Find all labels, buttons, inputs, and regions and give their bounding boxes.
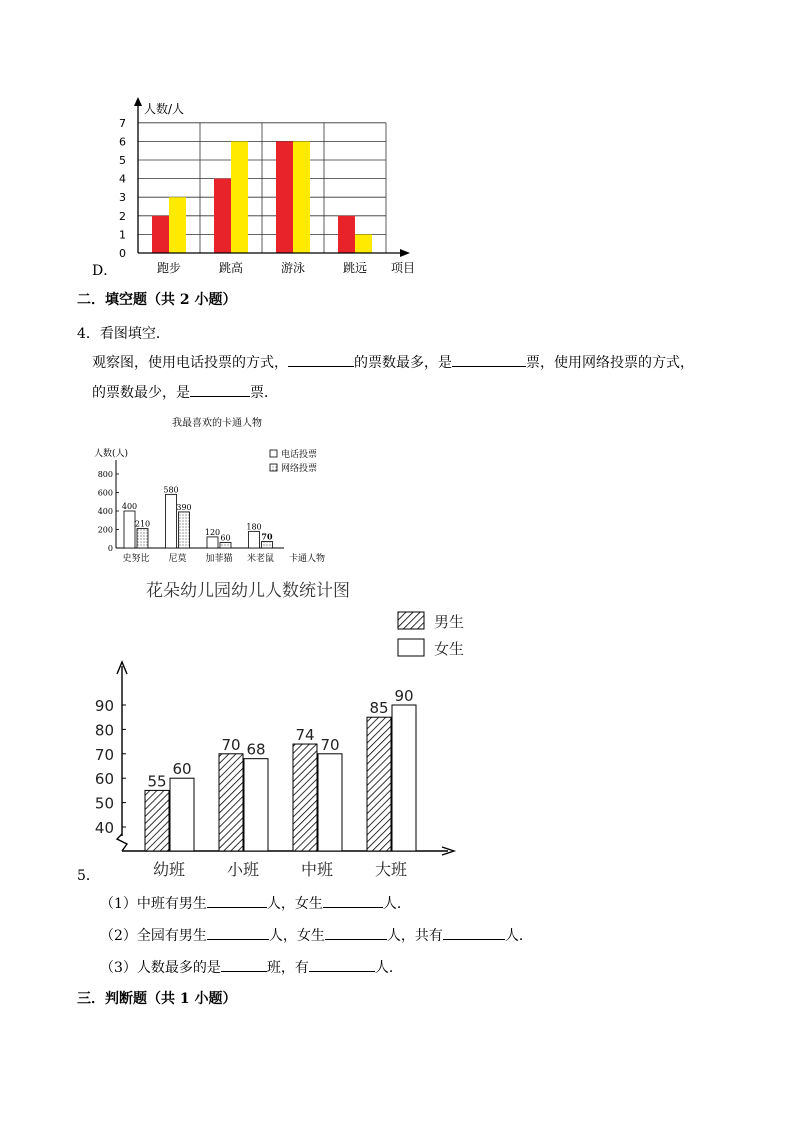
bar (137, 529, 148, 548)
legend-swatch (398, 612, 424, 629)
q5-blank-7[interactable] (309, 957, 375, 972)
x-tick-label: 小班 (226, 860, 260, 879)
data-label: 70 (221, 735, 241, 754)
bar (355, 234, 372, 253)
x-tick-label: 加菲猫 (205, 554, 233, 564)
legend-label: 男生 (434, 613, 465, 631)
q4-line1-text-a: 观察图，使用电话投票的方式， (92, 355, 288, 371)
bar (214, 179, 231, 253)
bar (293, 744, 317, 851)
x-tick-label: 跑步 (156, 261, 182, 275)
q5-p1-text-c: 人． (382, 896, 411, 912)
x-tick-label: 游泳 (280, 261, 306, 275)
x-axis-label: 项目 (391, 261, 416, 275)
bar (166, 494, 177, 548)
y-tick-label: 50 (94, 794, 114, 813)
bar (219, 754, 243, 851)
x-tick-label: 中班 (300, 860, 334, 879)
data-label: 390 (176, 502, 192, 512)
x-tick-label: 米老鼠 (246, 554, 275, 564)
legend-label: 网络投票 (281, 464, 318, 474)
section-2-title: 二．填空题（共 2 小题） (77, 292, 237, 308)
bar (318, 754, 342, 851)
bar (145, 790, 169, 851)
bar (367, 717, 391, 851)
y-axis-label: 人数/人 (144, 102, 185, 116)
data-label: 180 (246, 522, 262, 532)
y-tick-label: 60 (94, 770, 114, 789)
q4-blank-2[interactable] (452, 352, 526, 367)
q5-p3-text-a: （3）人数最多的是 (100, 960, 221, 976)
y-tick-label: 5 (119, 154, 126, 167)
legend-swatch (270, 450, 277, 457)
bar (231, 141, 248, 253)
x-axis-arrow (400, 249, 410, 257)
y-tick-label: 90 (94, 697, 114, 715)
bar (220, 542, 231, 548)
y-axis-arrow (134, 97, 142, 106)
bar (338, 216, 355, 253)
data-label: 85 (369, 699, 389, 718)
y-tick-label: 200 (97, 525, 113, 535)
q4-number: 4． (77, 326, 100, 342)
y-tick-label: 70 (94, 745, 114, 764)
q5-p2-text-c: 人，共有 (386, 928, 443, 944)
q5-blank-1[interactable] (207, 893, 267, 908)
bar (249, 531, 260, 548)
q5-p2-text-b: 人，女生 (268, 928, 325, 944)
q5-p3-text-b: 班，有 (266, 960, 309, 976)
data-label: 60 (172, 760, 192, 779)
data-label: 55 (147, 772, 167, 791)
q5-blank-3[interactable] (207, 925, 269, 940)
q4-line1-text-c: 票，使用网络投票的方式， (526, 355, 694, 371)
q5-blank-4[interactable] (325, 925, 387, 940)
q4-blank-4[interactable] (190, 382, 250, 397)
q4-line2 (92, 382, 278, 402)
axis-break (117, 834, 127, 851)
chart-cartoon-vote (92, 412, 342, 570)
q5-part3 (100, 957, 403, 977)
y-tick-label: 4 (119, 172, 126, 186)
y-tick-label: 7 (119, 116, 126, 130)
q5-blank-5[interactable] (443, 925, 505, 940)
bar (293, 141, 310, 253)
q5-blank-2[interactable] (323, 893, 383, 908)
data-label: 70 (261, 531, 273, 542)
legend-label: 电话投票 (281, 450, 318, 460)
q4-line2-text-a: 的票数最少，是 (92, 385, 190, 401)
x-tick-label: 尼莫 (168, 554, 187, 564)
q5-p2-text-a: （2）全园有男生 (100, 928, 207, 944)
q5-p1-text-b: 人，女生 (266, 896, 323, 912)
y-tick-label: 6 (119, 135, 126, 149)
q5-p1-text-a: （1）中班有男生 (100, 896, 207, 912)
y-tick-label: 400 (97, 507, 113, 516)
q5-part2 (100, 925, 533, 945)
y-tick-label: 2 (119, 209, 126, 223)
q4-line2-text-b: 票． (250, 385, 278, 401)
q5-blank-6[interactable] (221, 957, 267, 972)
y-axis-label: 人数(人) (94, 449, 129, 459)
bar (207, 537, 218, 548)
q4-blank-1[interactable] (288, 352, 354, 367)
data-label: 120 (204, 527, 221, 537)
data-label: 60 (220, 533, 231, 543)
q4-line1-text-b: 的票数最多，是 (354, 355, 452, 371)
q5-p3-text-c: 人． (374, 960, 403, 976)
y-tick-label: 800 (97, 470, 113, 479)
x-tick-label: 史努比 (122, 554, 150, 564)
y-tick-label: 80 (94, 721, 114, 740)
q5-number: 5． (77, 868, 100, 884)
q4-line1 (92, 352, 694, 372)
legend-swatch (270, 464, 277, 471)
chart-title: 我最喜欢的卡通人物 (172, 418, 262, 429)
y-tick-label: 40 (94, 819, 114, 837)
section-3-title: 三．判断题（共 1 小题） (77, 991, 237, 1007)
bar (124, 511, 135, 548)
y-tick-label: 0 (119, 247, 126, 260)
bar (276, 141, 293, 253)
q4-stem (77, 323, 170, 343)
data-label: 400 (121, 502, 138, 511)
data-label: 90 (394, 687, 414, 705)
bar (244, 759, 268, 851)
x-axis-label: 卡通人物 (288, 554, 326, 564)
data-label: 68 (246, 740, 266, 759)
x-tick-label: 跳高 (218, 261, 244, 275)
legend-label: 女生 (434, 640, 465, 658)
x-tick-label: 跳远 (342, 261, 368, 275)
data-label: 210 (134, 519, 151, 529)
chart-activity-bar (100, 92, 430, 284)
bar (169, 197, 186, 253)
option-d-label: D． (92, 263, 118, 279)
x-tick-label: 大班 (374, 860, 408, 879)
chart-title: 花朵幼儿园幼儿人数统计图 (146, 581, 350, 601)
q4-stem-text: 看图填空． (99, 326, 170, 342)
bar (179, 512, 190, 548)
y-tick-label: 0 (107, 544, 113, 553)
bar (392, 705, 416, 851)
y-tick-label: 1 (119, 228, 126, 242)
x-tick-label: 幼班 (152, 860, 186, 879)
bar (152, 216, 169, 253)
bar (262, 542, 273, 548)
data-label: 74 (295, 726, 315, 745)
q5-part1 (100, 893, 411, 913)
legend-swatch (398, 639, 424, 656)
bar (170, 778, 194, 851)
y-tick-label: 600 (97, 488, 113, 498)
data-label: 70 (320, 735, 340, 754)
y-tick-label: 3 (119, 191, 126, 205)
chart-kindergarten (92, 572, 472, 884)
q5-p2-text-d: 人． (504, 928, 533, 944)
data-label: 580 (163, 485, 179, 495)
